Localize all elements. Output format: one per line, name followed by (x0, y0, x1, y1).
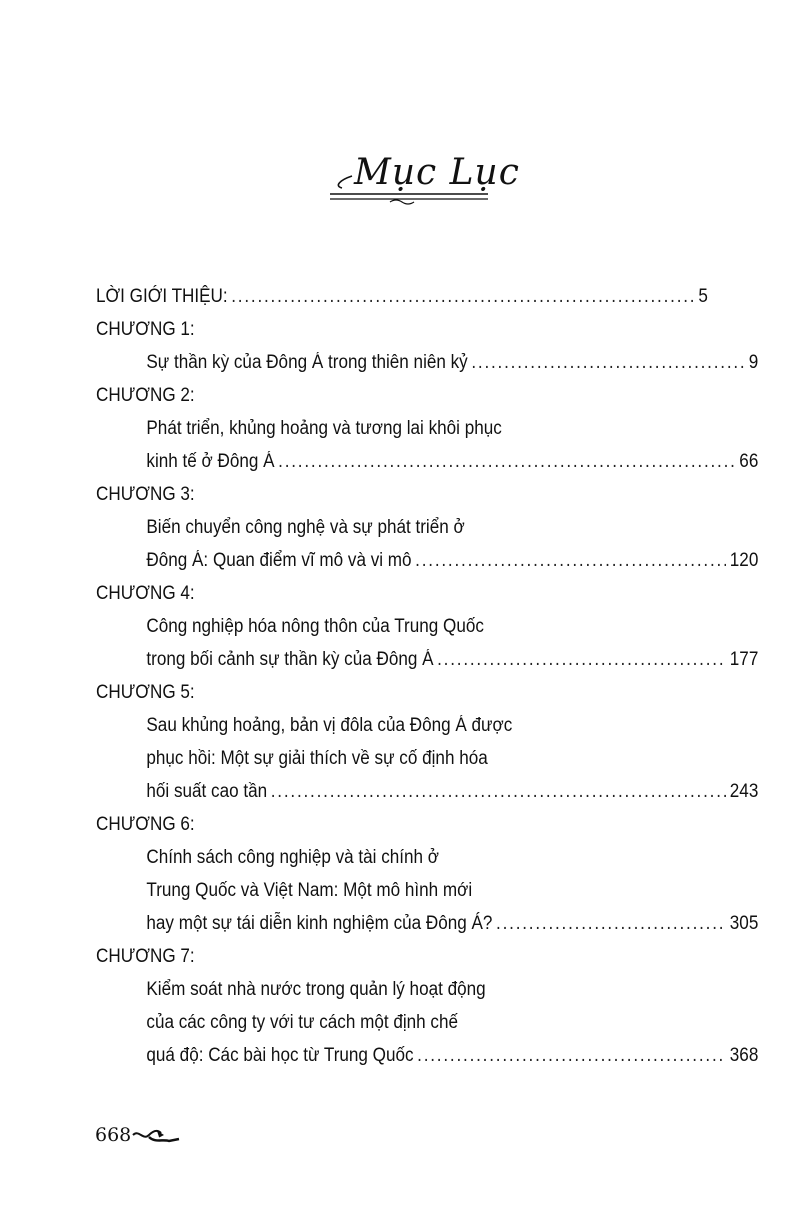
toc-entry-text: Đông Á: Quan điểm vĩ mô và vi mô (146, 550, 412, 571)
toc-entry (96, 346, 758, 379)
toc-entry (96, 544, 758, 577)
toc-entry (96, 643, 758, 676)
toc-page-number: 243 (729, 781, 759, 802)
footer-flourish-icon (131, 1123, 181, 1147)
toc-title-text: Mục Lục (354, 152, 520, 193)
toc-entry-text: CHƯƠNG 5: (96, 682, 195, 703)
toc-entry-line (96, 742, 758, 775)
toc-entry (96, 775, 758, 808)
toc-entry-text: CHƯƠNG 6: (96, 814, 195, 835)
toc-entry-line (96, 610, 758, 643)
toc-entry-line (96, 709, 758, 742)
toc-entry-text: Sự thần kỳ của Đông Á trong thiên niên kỷ (146, 352, 468, 373)
toc-entry-line (96, 874, 758, 907)
toc-entry-line (96, 379, 708, 412)
toc-leader-dots (496, 907, 726, 940)
toc-page-number: 66 (739, 451, 759, 472)
toc-entry-text: trong bối cảnh sự thần kỳ của Đông Á (146, 649, 434, 670)
toc-entry-text: Trung Quốc và Việt Nam: Một mô hình mới (146, 880, 473, 901)
toc-entry (96, 1039, 758, 1072)
toc-leader-dots (415, 544, 726, 577)
toc-entry-line (96, 841, 758, 874)
toc-entry-line (96, 1006, 758, 1039)
toc-page-number: 120 (729, 550, 759, 571)
toc-entry-text: phục hồi: Một sự giải thích về sự cố định hóa (146, 748, 488, 769)
toc-page-number: 5 (698, 286, 708, 307)
toc-entry (96, 445, 758, 478)
toc-entry-text: CHƯƠNG 4: (96, 583, 195, 604)
page-number: 668 (95, 1124, 132, 1146)
toc-entry-text: Chính sách công nghiệp và tài chính ở (146, 847, 440, 868)
toc-entry-text: CHƯƠNG 1: (96, 319, 195, 340)
toc-entry-line (96, 313, 708, 346)
toc-entry-text: hối suất cao tần (146, 781, 268, 802)
table-of-contents (96, 280, 759, 1072)
toc-page-number: 305 (729, 913, 759, 934)
toc-entry-text: kinh tế ở Đông Á (146, 451, 275, 472)
toc-entry-line (96, 808, 708, 841)
toc-leader-dots (271, 775, 726, 808)
toc-leader-dots (471, 346, 745, 379)
toc-page-number: 9 (748, 352, 759, 373)
toc-entry-text: Sau khủng hoảng, bản vị đôla của Đông Á được (146, 715, 513, 736)
toc-entry-line (96, 577, 708, 610)
toc-entry-text: CHƯƠNG 3: (96, 484, 195, 505)
toc-page-number: 368 (729, 1045, 759, 1066)
toc-entry-text: LỜI GIỚI THIỆU: (96, 286, 228, 307)
toc-entry-line (96, 412, 758, 445)
page-footer (95, 1120, 181, 1150)
toc-leader-dots (231, 280, 695, 313)
toc-entry-text: của các công ty với tư cách một định chế (146, 1012, 459, 1033)
toc-entry-line (96, 676, 708, 709)
toc-entry-text: Công nghiệp hóa nông thôn của Trung Quốc (146, 616, 484, 637)
toc-entry-text: quá độ: Các bài học từ Trung Quốc (146, 1045, 414, 1066)
toc-entry-text: CHƯƠNG 7: (96, 946, 195, 967)
toc-entry-line (96, 478, 708, 511)
toc-page-number: 177 (729, 649, 759, 670)
toc-entry-line (96, 511, 758, 544)
toc-title (330, 150, 520, 206)
toc-entry-text: Phát triển, khủng hoảng và tương lai khôi phục (146, 418, 502, 439)
toc-entry-line (96, 940, 708, 973)
toc-entry-line (96, 973, 758, 1006)
toc-entry-text: CHƯƠNG 2: (96, 385, 195, 406)
toc-entry-text: Kiểm soát nhà nước trong quản lý hoạt động (146, 979, 486, 1000)
toc-leader-dots (417, 1039, 726, 1072)
toc-entry (96, 280, 708, 313)
toc-entry (96, 907, 758, 940)
toc-leader-dots (437, 643, 726, 676)
toc-leader-dots (278, 445, 736, 478)
toc-entry-text: Biến chuyển công nghệ và sự phát triển ở (146, 517, 465, 538)
toc-entry-text: hay một sự tái diễn kinh nghiệm của Đông Á? (146, 913, 493, 934)
